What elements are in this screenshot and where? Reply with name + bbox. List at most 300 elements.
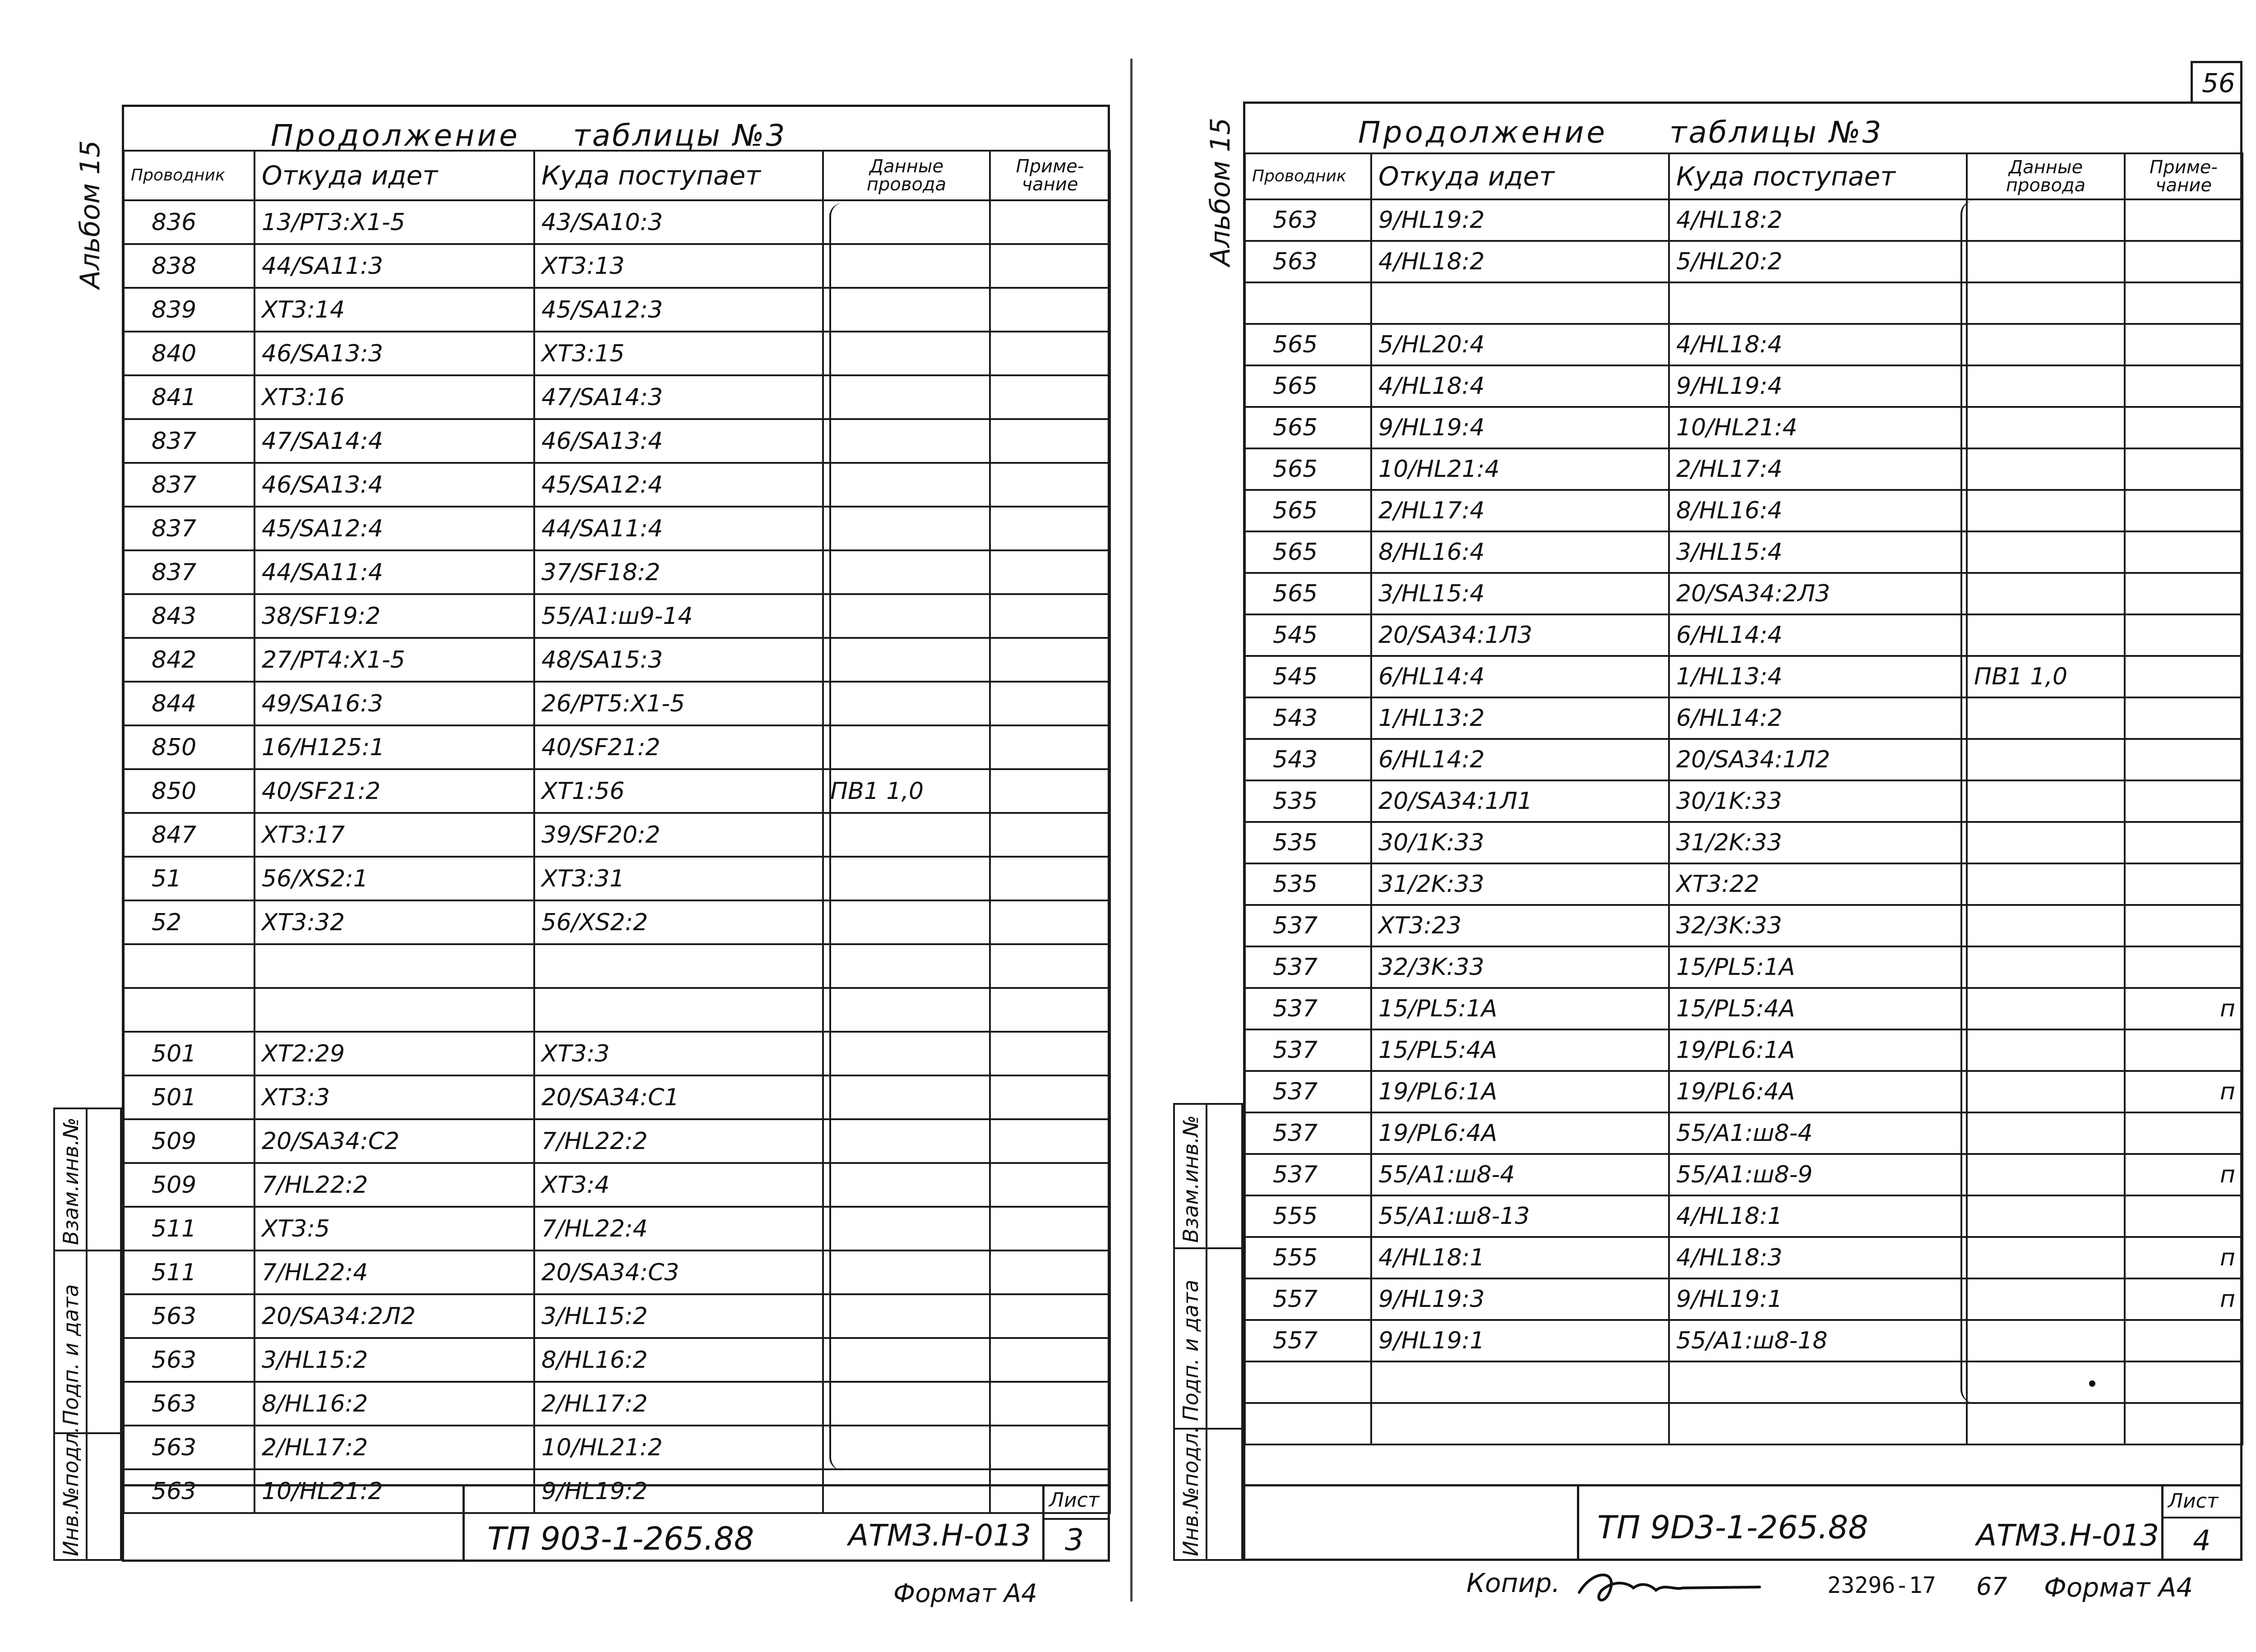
cell-conductor: 850	[124, 769, 254, 813]
cell-conductor: 543	[1245, 697, 1371, 739]
cell-from: 10/HL21:2	[254, 1469, 534, 1513]
cell-wire-data	[823, 1251, 990, 1294]
cell-wire-data	[1967, 905, 2125, 946]
cell-conductor: 537	[1245, 988, 1371, 1029]
table-row	[1245, 241, 2242, 282]
cell-wire-data	[1967, 573, 2125, 614]
cell-wire-data	[1967, 1278, 2125, 1320]
cell-conductor: 543	[1245, 739, 1371, 780]
table-row	[1245, 1237, 2242, 1278]
cell-wire-data	[1967, 531, 2125, 573]
cell-wire-data	[1967, 1320, 2125, 1361]
cell-wire-data	[1967, 614, 2125, 656]
cell-to: 30/1K:33	[1669, 780, 1967, 822]
cell-conductor: 535	[1245, 780, 1371, 822]
cell-conductor	[1245, 1403, 1371, 1444]
cell-to: 3/HL15:4	[1669, 531, 1967, 573]
header-note: Приме-чание	[990, 151, 1110, 200]
cell-from: 56/XS2:1	[254, 857, 534, 900]
cell-note	[2125, 448, 2242, 490]
cell-wire-data	[823, 1382, 990, 1426]
table-row	[1245, 407, 2242, 448]
cell-from: XT3:14	[254, 288, 534, 332]
cell-from: 4/HL18:2	[1371, 241, 1669, 282]
header-to: Куда поступает	[1669, 153, 1967, 199]
cell-to: 3/HL15:2	[534, 1294, 823, 1338]
cell-conductor: 836	[124, 200, 254, 244]
cell-from: 27/PT4:X1-5	[254, 638, 534, 682]
cell-to: 37/SF18:2	[534, 550, 823, 594]
cell-to: 39/SF20:2	[534, 813, 823, 857]
cell-from	[254, 988, 534, 1032]
cell-from: 3/HL15:2	[254, 1338, 534, 1382]
cell-note	[990, 988, 1110, 1032]
table-row	[1245, 1029, 2242, 1071]
cell-wire-data	[823, 463, 990, 507]
cell-to: 55/A1:ш8-18	[1669, 1320, 1967, 1361]
table-row	[1245, 656, 2242, 697]
cell-wire-data	[823, 1338, 990, 1382]
cell-note	[2125, 780, 2242, 822]
cell-conductor: 537	[1245, 1154, 1371, 1195]
cell-from: XT3:5	[254, 1207, 534, 1251]
table-row	[124, 1032, 1110, 1075]
cell-wire-data	[823, 332, 990, 375]
cell-note	[2125, 490, 2242, 531]
cell-to: 8/HL16:4	[1669, 490, 1967, 531]
cell-from: XT3:17	[254, 813, 534, 857]
header-to: Куда поступает	[534, 151, 823, 200]
cell-to: 48/SA15:3	[534, 638, 823, 682]
cell-from: XT3:3	[254, 1075, 534, 1119]
cell-conductor: 565	[1245, 365, 1371, 407]
cell-wire-data	[1967, 822, 2125, 863]
cell-conductor: 563	[124, 1469, 254, 1513]
copier-signature	[1575, 1565, 1764, 1606]
cell-to: 45/SA12:4	[534, 463, 823, 507]
cell-to: 5/HL20:2	[1669, 241, 1967, 282]
cell-conductor: 842	[124, 638, 254, 682]
cell-to: 20/SA34:2Л3	[1669, 573, 1967, 614]
left-side-label-inv: Инв.№подл.	[59, 1426, 83, 1556]
cell-note	[2125, 905, 2242, 946]
cell-to	[534, 944, 823, 988]
cell-from: 55/A1:ш8-13	[1371, 1195, 1669, 1237]
table-row	[1245, 490, 2242, 531]
cell-from: 4/HL18:1	[1371, 1237, 1669, 1278]
cell-from: 2/HL17:2	[254, 1426, 534, 1469]
cell-note: п	[2125, 1278, 2242, 1320]
cell-conductor: 843	[124, 594, 254, 638]
cell-wire-data	[823, 813, 990, 857]
table-row	[1245, 448, 2242, 490]
cell-from: 9/HL19:4	[1371, 407, 1669, 448]
cell-note: п	[2125, 988, 2242, 1029]
cell-from: 55/A1:ш8-4	[1371, 1154, 1669, 1195]
cell-from: 47/SA14:4	[254, 419, 534, 463]
cell-note	[2125, 199, 2242, 241]
cell-to: 32/3K:33	[1669, 905, 1967, 946]
cell-note	[2125, 1195, 2242, 1237]
cell-from: 40/SF21:2	[254, 769, 534, 813]
cell-note	[2125, 1112, 2242, 1154]
cell-wire-data	[1967, 1071, 2125, 1112]
cell-from: 5/HL20:4	[1371, 324, 1669, 365]
cell-note	[990, 769, 1110, 813]
cell-note	[990, 594, 1110, 638]
cell-note	[990, 332, 1110, 375]
table-row	[124, 900, 1110, 944]
page-divider	[1130, 59, 1133, 1601]
table-row	[124, 507, 1110, 550]
cell-conductor	[124, 988, 254, 1032]
cell-note	[2125, 573, 2242, 614]
cell-note	[2125, 407, 2242, 448]
table-row	[124, 200, 1110, 244]
table-row	[124, 1163, 1110, 1207]
cell-from: XT2:29	[254, 1032, 534, 1075]
cell-wire-data	[823, 944, 990, 988]
cell-conductor: 537	[1245, 1071, 1371, 1112]
cell-conductor: 511	[124, 1251, 254, 1294]
table-row	[1245, 1403, 2242, 1444]
cell-from: 16/H125:1	[254, 725, 534, 769]
table-row	[1245, 822, 2242, 863]
cell-from: 15/PL5:1A	[1371, 988, 1669, 1029]
table-row	[124, 725, 1110, 769]
cell-to: 45/SA12:3	[534, 288, 823, 332]
table-row	[124, 375, 1110, 419]
cell-conductor: 501	[124, 1032, 254, 1075]
table-row	[1245, 614, 2242, 656]
cell-wire-data	[823, 288, 990, 332]
table-row	[1245, 863, 2242, 905]
cell-wire-data	[823, 244, 990, 288]
cell-from: 45/SA12:4	[254, 507, 534, 550]
cell-to: 15/PL5:1A	[1669, 946, 1967, 988]
cell-from: 19/PL6:1A	[1371, 1071, 1669, 1112]
cell-note	[990, 200, 1110, 244]
cell-note	[990, 857, 1110, 900]
right-copied-label: Копир.	[1466, 1568, 1560, 1598]
cell-to: 10/HL21:4	[1669, 407, 1967, 448]
cell-conductor: 555	[1245, 1237, 1371, 1278]
table-row	[124, 244, 1110, 288]
table-row	[1245, 1112, 2242, 1154]
cell-note	[990, 725, 1110, 769]
right-format: Формат А4	[2044, 1572, 2193, 1603]
cell-conductor: 841	[124, 375, 254, 419]
cell-conductor: 837	[124, 419, 254, 463]
table-row	[1245, 946, 2242, 988]
table-row	[1245, 324, 2242, 365]
table-row	[1245, 697, 2242, 739]
cell-wire-data	[1967, 739, 2125, 780]
cell-wire-data: ПВ1 1,0	[1967, 656, 2125, 697]
table-row	[124, 638, 1110, 682]
cell-conductor	[1245, 1361, 1371, 1403]
cell-note	[990, 1207, 1110, 1251]
table-row	[1245, 739, 2242, 780]
cell-to: 7/HL22:2	[534, 1119, 823, 1163]
cell-conductor: 509	[124, 1119, 254, 1163]
cell-to	[1669, 282, 1967, 324]
cell-to: 9/HL19:1	[1669, 1278, 1967, 1320]
cell-wire-data	[1967, 282, 2125, 324]
cell-to: 4/HL18:3	[1669, 1237, 1967, 1278]
header-conductor: Проводник	[1245, 153, 1371, 199]
table-row	[124, 1251, 1110, 1294]
right-doc-code: ТП 9D3-1-265.88	[1597, 1509, 1868, 1546]
cell-to: 9/HL19:2	[534, 1469, 823, 1513]
cell-to: 19/PL6:1A	[1669, 1029, 1967, 1071]
cell-to: 55/A1:ш9-14	[534, 594, 823, 638]
table-row	[124, 1294, 1110, 1338]
cell-note	[990, 944, 1110, 988]
cell-wire-data	[1967, 1112, 2125, 1154]
cell-wire-data	[823, 1163, 990, 1207]
cell-conductor: 563	[1245, 241, 1371, 282]
cell-from: 3/HL15:4	[1371, 573, 1669, 614]
cell-to: 44/SA11:4	[534, 507, 823, 550]
cell-wire-data	[1967, 1361, 2125, 1403]
cell-note	[990, 1163, 1110, 1207]
cell-note	[990, 375, 1110, 419]
cell-conductor: 563	[1245, 199, 1371, 241]
cell-wire-data	[1967, 1154, 2125, 1195]
right-wiring-table	[1244, 152, 2243, 1445]
cell-wire-data	[1967, 780, 2125, 822]
cell-to	[1669, 1403, 1967, 1444]
cell-note	[2125, 656, 2242, 697]
cell-to: 43/SA10:3	[534, 200, 823, 244]
cell-to: 6/HL14:4	[1669, 614, 1967, 656]
cell-from: 46/SA13:4	[254, 463, 534, 507]
right-side-label-sign: Подп. и дата	[1179, 1279, 1203, 1421]
table-row	[124, 1075, 1110, 1119]
cell-note	[2125, 324, 2242, 365]
cell-from: 9/HL19:3	[1371, 1278, 1669, 1320]
cell-note	[2125, 1320, 2242, 1361]
right-order-number: 23296-17	[1827, 1572, 1936, 1598]
cell-conductor: 840	[124, 332, 254, 375]
cell-note	[990, 1426, 1110, 1469]
left-sheet-number: 3	[1065, 1523, 1084, 1557]
cell-from: 19/PL6:4A	[1371, 1112, 1669, 1154]
cell-to: 4/HL18:4	[1669, 324, 1967, 365]
cell-wire-data	[1967, 199, 2125, 241]
table-row	[1245, 531, 2242, 573]
table-row	[1245, 1195, 2242, 1237]
cell-wire-data	[823, 1075, 990, 1119]
cell-from: XT3:16	[254, 375, 534, 419]
cell-wire-data	[1967, 448, 2125, 490]
right-title: таблицы №3	[1669, 115, 1883, 150]
cell-conductor: 563	[124, 1338, 254, 1382]
cell-to: XT3:15	[534, 332, 823, 375]
cell-to: 6/HL14:2	[1669, 697, 1967, 739]
cell-note	[990, 244, 1110, 288]
right-ink-dot	[2089, 1380, 2095, 1387]
cell-note	[990, 1119, 1110, 1163]
table-row	[124, 1426, 1110, 1469]
table-row	[124, 419, 1110, 463]
cell-conductor: 837	[124, 550, 254, 594]
cell-from	[1371, 1403, 1669, 1444]
cell-wire-data	[823, 507, 990, 550]
cell-to: 55/A1:ш8-4	[1669, 1112, 1967, 1154]
right-doc-mark: АТМЗ.Н-013	[1976, 1518, 2159, 1553]
header-wire-data: Данные провода	[823, 151, 990, 200]
cell-wire-data	[1967, 1029, 2125, 1071]
right-side-label-replace: Взам.инв.№	[1179, 1115, 1203, 1243]
table-row	[124, 463, 1110, 507]
table-row	[1245, 199, 2242, 241]
table-row	[124, 332, 1110, 375]
cell-conductor: 844	[124, 682, 254, 725]
table-row	[1245, 780, 2242, 822]
cell-wire-data	[823, 1426, 990, 1469]
cell-note	[990, 1032, 1110, 1075]
left-album-label: Альбом 15	[74, 140, 106, 289]
table-row	[1245, 1071, 2242, 1112]
cell-to: 1/HL13:4	[1669, 656, 1967, 697]
cell-from: 13/PT3:X1-5	[254, 200, 534, 244]
left-table-header	[124, 151, 1110, 200]
cell-from: XT3:23	[1371, 905, 1669, 946]
cell-wire-data	[823, 988, 990, 1032]
cell-from: 1/HL13:2	[1371, 697, 1669, 739]
table-row	[1245, 1154, 2242, 1195]
right-title-prefix: Продолжение	[1358, 115, 1608, 150]
left-sheet-label: Лист	[1049, 1489, 1100, 1512]
cell-conductor	[1245, 282, 1371, 324]
cell-conductor: 52	[124, 900, 254, 944]
cell-conductor: 501	[124, 1075, 254, 1119]
cell-note	[990, 1075, 1110, 1119]
table-row	[124, 1338, 1110, 1382]
cell-note	[990, 682, 1110, 725]
cell-wire-data	[1967, 490, 2125, 531]
table-row	[124, 813, 1110, 857]
cell-note	[2125, 531, 2242, 573]
cell-to: 2/HL17:4	[1669, 448, 1967, 490]
table-row	[1245, 1320, 2242, 1361]
cell-to: 7/HL22:4	[534, 1207, 823, 1251]
cell-note: п	[2125, 1071, 2242, 1112]
cell-wire-data	[823, 1294, 990, 1338]
cell-conductor: 837	[124, 463, 254, 507]
cell-wire-data	[823, 725, 990, 769]
cell-conductor: 565	[1245, 324, 1371, 365]
cell-wire-data	[823, 550, 990, 594]
cell-note	[990, 813, 1110, 857]
cell-conductor: 565	[1245, 448, 1371, 490]
cell-wire-data	[1967, 988, 2125, 1029]
cell-to: 4/HL18:1	[1669, 1195, 1967, 1237]
cell-conductor: 535	[1245, 822, 1371, 863]
table-row	[124, 550, 1110, 594]
cell-wire-data	[823, 682, 990, 725]
cell-from: 32/3K:33	[1371, 946, 1669, 988]
cell-note	[2125, 822, 2242, 863]
cell-to: 10/HL21:2	[534, 1426, 823, 1469]
cell-conductor: 565	[1245, 531, 1371, 573]
cell-conductor: 563	[124, 1382, 254, 1426]
cell-from: 20/SA34:1Л3	[1371, 614, 1669, 656]
cell-from	[1371, 1361, 1669, 1403]
cell-wire-data	[1967, 241, 2125, 282]
cell-to: 31/2K:33	[1669, 822, 1967, 863]
left-side-label-sign: Подп. и дата	[59, 1284, 83, 1426]
cell-note	[990, 550, 1110, 594]
cell-wire-data	[823, 1032, 990, 1075]
cell-wire-data	[1967, 697, 2125, 739]
cell-from: 30/1K:33	[1371, 822, 1669, 863]
cell-conductor: 839	[124, 288, 254, 332]
cell-wire-data	[823, 419, 990, 463]
cell-to: 2/HL17:2	[534, 1382, 823, 1426]
cell-from: 2/HL17:4	[1371, 490, 1669, 531]
cell-from: 20/SA34:C2	[254, 1119, 534, 1163]
cell-wire-data	[823, 638, 990, 682]
cell-wire-data	[1967, 365, 2125, 407]
cell-note	[990, 463, 1110, 507]
cell-note	[2125, 365, 2242, 407]
cell-from: 38/SF19:2	[254, 594, 534, 638]
cell-to: 55/A1:ш8-9	[1669, 1154, 1967, 1195]
cell-from: 7/HL22:2	[254, 1163, 534, 1207]
right-sheet-number: 4	[2193, 1524, 2211, 1557]
right-sheet-label: Лист	[2168, 1490, 2219, 1513]
cell-wire-data	[823, 900, 990, 944]
left-doc-code: ТП 903-1-265.88	[487, 1520, 754, 1557]
table-row	[124, 288, 1110, 332]
cell-wire-data	[1967, 863, 2125, 905]
cell-note	[990, 419, 1110, 463]
cell-to: 20/SA34:C3	[534, 1251, 823, 1294]
table-row	[1245, 1278, 2242, 1320]
left-side-label-replace: Взам.инв.№	[59, 1117, 83, 1245]
cell-from: 9/HL19:2	[1371, 199, 1669, 241]
cell-conductor: 847	[124, 813, 254, 857]
cell-conductor: 565	[1245, 573, 1371, 614]
cell-conductor: 535	[1245, 863, 1371, 905]
right-wire-data-brace	[1960, 201, 1976, 1403]
cell-from: 49/SA16:3	[254, 682, 534, 725]
left-wire-data-brace	[829, 203, 845, 1471]
cell-to: XT3:31	[534, 857, 823, 900]
cell-wire-data	[823, 375, 990, 419]
cell-to: 40/SF21:2	[534, 725, 823, 769]
cell-from: 4/HL18:4	[1371, 365, 1669, 407]
header-wire-data: Данные провода	[1967, 153, 2125, 199]
table-row	[1245, 365, 2242, 407]
cell-from: 6/HL14:2	[1371, 739, 1669, 780]
cell-wire-data	[823, 594, 990, 638]
cell-conductor: 837	[124, 507, 254, 550]
cell-wire-data	[823, 200, 990, 244]
cell-to	[1669, 1361, 1967, 1403]
cell-wire-data: ПВ1 1,0	[823, 769, 990, 813]
cell-note	[990, 1382, 1110, 1426]
cell-note	[990, 507, 1110, 550]
cell-to: XT3:22	[1669, 863, 1967, 905]
cell-to: XT3:3	[534, 1032, 823, 1075]
cell-wire-data	[1967, 407, 2125, 448]
cell-note	[2125, 241, 2242, 282]
cell-to: 46/SA13:4	[534, 419, 823, 463]
